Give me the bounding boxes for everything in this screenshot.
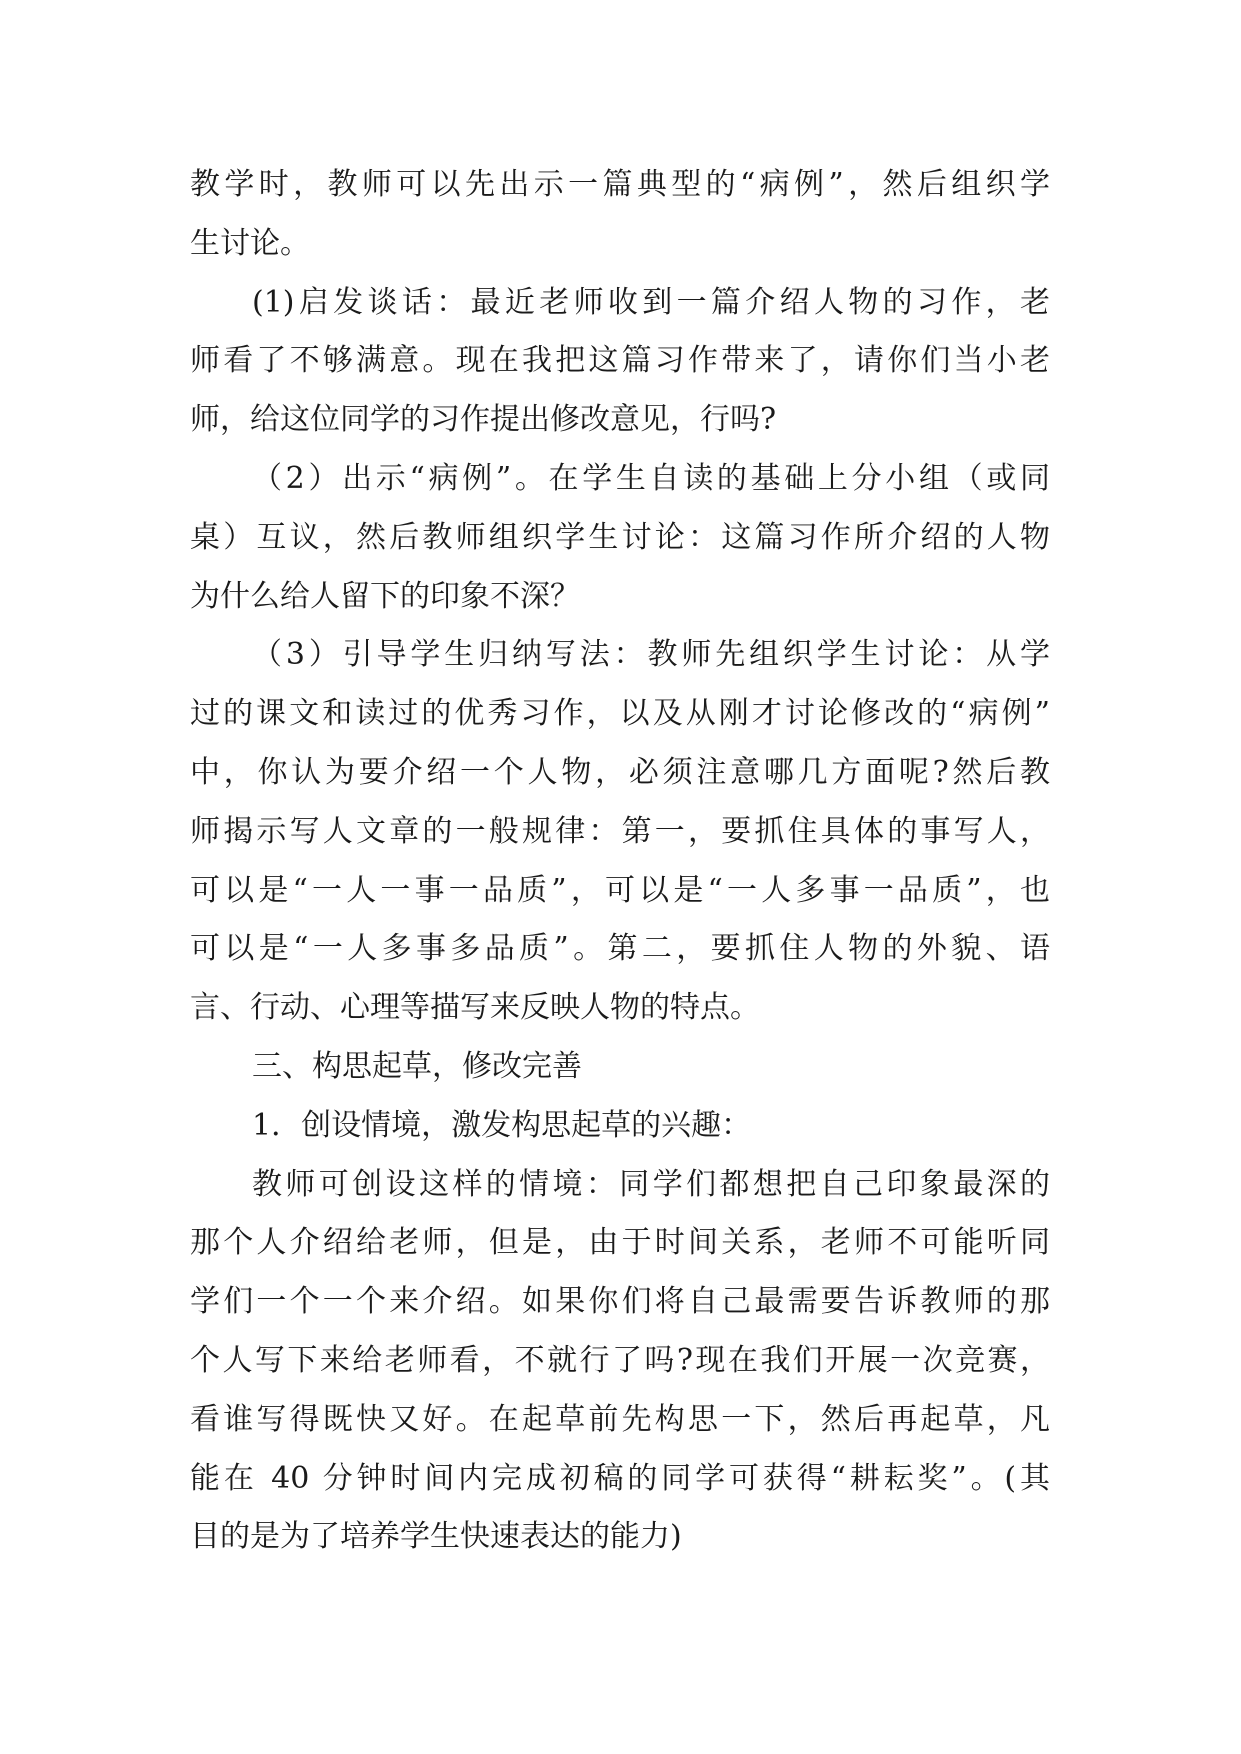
text-line: 中，你认为要介绍一个人物，必须注意哪几方面呢?然后教 (190, 754, 1050, 790)
text-line: 能在 40 分钟时间内完成初稿的同学可获得“耕耘奖”。(其 (190, 1460, 1050, 1496)
text-line: 生讨论。 (190, 225, 310, 261)
text-line: 教学时，教师可以先出示一篇典型的“病例”，然后组织学 (190, 167, 1050, 202)
text-line: 师看了不够满意。现在我把这篇习作带来了，请你们当小老 (190, 343, 1050, 379)
document-body (190, 156, 1050, 1567)
text-line: 言、行动、心理等描写来反映人物的特点。 (190, 990, 760, 1026)
text-line: 师，给这位同学的习作提出修改意见，行吗? (190, 402, 777, 438)
text-line: （2）出示“病例”。在学生自读的基础上分小组（或同 (252, 460, 1050, 496)
text-line: 教师可创设这样的情境：同学们都想把自己印象最深的 (252, 1166, 1050, 1202)
text-line: (1)启发谈话：最近老师收到一篇介绍人物的习作，老 (252, 284, 1050, 320)
section-heading: 三、构思起草，修改完善 (252, 1048, 582, 1084)
text-line: 师揭示写人文章的一般规律：第一，要抓住具体的事写人， (190, 813, 1050, 849)
text-line: （3）引导学生归纳写法：教师先组织学生讨论：从学 (252, 637, 1050, 673)
text-line: 可以是“一人一事一品质”，可以是“一人多事一品质”，也 (190, 872, 1050, 908)
subsection-heading: 1．创设情境，激发构思起草的兴趣： (252, 1107, 752, 1143)
text-line: 可以是“一人多事多品质”。第二，要抓住人物的外貌、语 (190, 931, 1050, 967)
text-line: 过的课文和读过的优秀习作，以及从刚才讨论修改的“病例” (190, 696, 1050, 732)
text-line: 个人写下来给老师看，不就行了吗?现在我们开展一次竞赛， (190, 1342, 1050, 1378)
text-line: 目的是为了培养学生快速表达的能力) (190, 1519, 682, 1555)
text-line: 为什么给人留下的印象不深？ (190, 578, 580, 614)
text-line: 看谁写得既快又好。在起草前先构思一下，然后再起草，凡 (190, 1401, 1050, 1437)
text-line: 学们一个一个来介绍。如果你们将自己最需要告诉教师的那 (190, 1284, 1050, 1320)
text-line: 桌）互议，然后教师组织学生讨论：这篇习作所介绍的人物 (190, 519, 1050, 555)
text-line: 那个人介绍给老师，但是，由于时间关系，老师不可能听同 (190, 1225, 1050, 1261)
